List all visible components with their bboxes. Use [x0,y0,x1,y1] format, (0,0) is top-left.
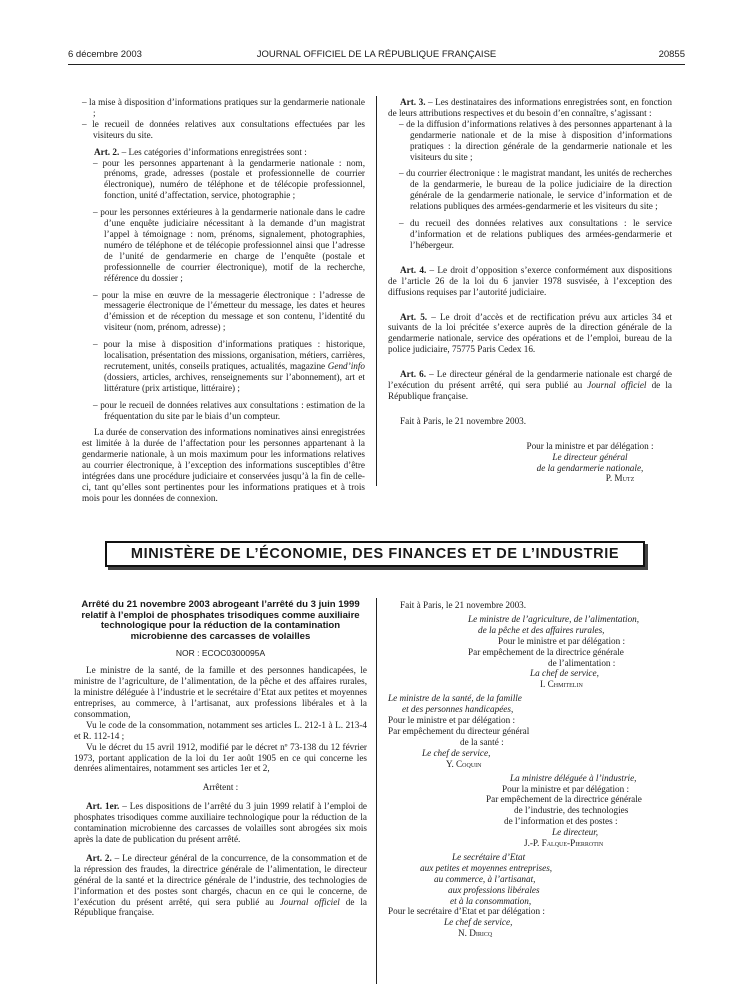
header-journal-title: JOURNAL OFFICIEL DE LA RÉPUBLIQUE FRANÇAISE [256,49,497,60]
list-item: – de la diffusion d’informations relatives à des personnes appartenant à la gendarmerie nationale et de la mise à disposition d’informations pratiques : la direction générale de la gendarmerie nationale et les visiteurs du site ; [399,118,672,162]
signature-line: Par empêchement de la directrice générale [486,794,642,805]
arretent-heading: Arrêtent : [202,782,239,793]
header-date: 6 décembre 2003 [68,49,142,60]
bottom-left-column [74,600,367,924]
signature-block-pme [388,852,678,939]
signature-line: de la santé : [460,736,504,747]
bottom-right-column [388,600,678,939]
article-label: Art. 2. [94,146,120,157]
article-text: – Les destinataires des informations enregistrées sont, en fonction de leurs attributions respectives et du besoin d’en connaître, s’agissant : [388,97,672,118]
list-item: – pour le recueil de données relatives aux consultations : estimation de la fréquentation du site par le biais d’un compteur. [93,399,365,421]
paragraph: La durée de conservation des informations nominatives ainsi enregistrées est limitée à la durée de l’affectation pour les personnes appartenant à la gendarmerie nationale, à un mois maximum pour les informations relatives au courrier électronique, à l’exception des informations susceptibles d’être intégrées dans une procédure judiciaire et conservées jusqu’à la fin de celle-ci, tant qu’elles sont pertinentes pour les informations pratiques et à trois mois pour les données de connexion. [82,427,365,503]
signature-title: Le secrétaire d’Etat [452,851,526,862]
signatory-name: N. Diricq [458,928,493,939]
signature-block-sante [388,693,678,769]
list-item: – pour la mise en œuvre de la messagerie électronique : l’adresse de messagerie électronique de l’émetteur du message, les dates et heures d’émission et de réception du message et son contenu, l’identité du visiteur (nom, prénom, adresse) ; [93,289,365,333]
journal-name: Journal officiel [587,380,647,391]
signature-title: Le ministre de l’agriculture, de l’alimentation, [468,613,640,624]
decree-title: Arrêté du 21 novembre 2003 abrogeant l’arrêté du 3 juin 1999 relatif à l’emploi de phosphates trisodiques comme auxiliaire technologique pour la réduction de la contamination microbienne des carcasses de volailles [81,599,360,642]
signatory-name: P. Mutz [605,473,635,484]
signature-title: Le ministre de la santé, de la famille [388,693,522,704]
signature-title: aux professions libérales [448,884,540,895]
signature-line: Par empêchement du directeur général [388,725,530,736]
article-6 [388,369,672,402]
article-4 [388,265,672,298]
article-text: – Le droit d’accès et de rectification prévu aux articles 34 et suivants de la loi précitée s’exerce auprès de la direction générale de la gendarmerie nationale, service des opérations et de l’emploi, bureau de la police judiciaire, 75775 Paris Cedex 16. [388,311,672,355]
signature-line: Pour le secrétaire d’Etat et par délégation : [388,906,545,917]
signature-date: Fait à Paris, le 21 novembre 2003. [400,600,527,610]
article-2-heading [82,147,365,158]
header-rule [68,64,685,65]
signature-block-industrie [388,773,678,849]
list-item: – pour les personnes appartenant à la gendarmerie nationale : nom, prénoms, grade, adresses (postale et professionnelle de courrier électronique), numéro de téléphone et de télécopie professionnel, fonction, unité d’affectation, service, photographie ; [93,157,365,201]
article-label: Art. 1er. [86,801,120,812]
signature-block-agriculture [388,614,678,690]
signature-title: Le chef de service, [422,747,491,758]
list-item: – le recueil de données relatives aux consultations effectuées par les visiteurs du site. [82,118,365,140]
article-text: – Le droit d’opposition s’exerce conformément aux dispositions de l’article 26 de la loi du 6 janvier 1978 susvisée, à l’exception des diffusions requises par l’autorité judiciaire. [388,264,672,297]
journal-name: Journal officiel [279,896,340,907]
article-5 [388,312,672,356]
page-header [68,49,685,63]
signature-title: et des personnes handicapées, [402,704,514,715]
column-divider-bottom [376,598,377,984]
nor-reference: NOR : ECOC0300095A [175,648,266,659]
article-text: – Les catégories d’informations enregistrées sont : [119,146,307,157]
article-label: Art. 5. [400,311,428,322]
article-text: de la République française. [74,896,367,918]
article-label: Art. 6. [400,369,427,380]
list-item [82,339,365,394]
signature-line: de l’industrie, des technologies [514,805,629,816]
signature-title: La chef de service, [530,668,599,679]
signature-line: Pour la ministre et par délégation : [502,783,630,794]
visa: Vu le décret du 15 avril 1912, modifié par le décret nº 73-138 du 12 février 1973, portant application de la loi du 1er août 1905 en ce qui concerne les denrées alimentaires, notamment ses articles 1er et 2, [74,741,367,774]
article-label: Art. 2. [86,852,112,863]
signature-title: La ministre déléguée à l’industrie, [510,772,637,783]
list-item: – pour les personnes extérieures à la gendarmerie nationale dans le cadre d’une enquête judiciaire nécessitant à la demande d’un magistrat l’appel à témoignage : nom, prénoms, signalement, photographies, numéro de téléphone et de télécopie professionnel ainsi que l’adresse de l’unité de gendarmerie en charge de l’enquête (postale et professionnelle de courrier électronique), motif de la recherche, référence du dossier ; [93,207,365,283]
top-right-column [388,97,672,484]
header-page-number: 20855 [658,49,685,60]
signature-title: et à la consommation, [450,895,532,906]
signature-title: Le chef de service, [444,917,513,928]
article-1 [74,801,367,845]
column-divider-top [376,96,377,486]
signature-line: Pour le ministre et par délégation : [388,715,516,726]
list-item-text: – pour la mise à disposition d’informations pratiques : historique, localisation, présentation des missions, organisation, métiers, carrières, recrutement, unités, conseils pratiques, actualités, magazine [93,339,365,371]
list-item: – du recueil des données relatives aux consultations : le service d’information et de relations publiques des armées-gendarmerie et l’hébergeur. [399,218,672,250]
preamble: Le ministre de la santé, de la famille et des personnes handicapées, le ministre de l’agriculture, de l’alimentation, de la pêche et des affaires rurales, la ministre déléguée à l’industrie et le secrétaire d’Etat aux petites et moyennes entreprises, au commerce, à l’artisanat, aux professions libérales et à la consommation, [74,665,367,719]
article-3 [388,97,672,119]
signature-title: au commerce, à l’artisanat, [434,873,536,884]
article-text: – Le directeur général de la gendarmerie nationale est chargé de l’exécution du présent arrêté, qui sera publié au [388,369,672,391]
signature-line: Par empêchement de la directrice générale [468,646,624,657]
signature-line: de l’information et des postes : [504,816,618,827]
signature-title: Le directeur, [552,827,599,838]
signatory-name: J.-P. Falque-Pierrotin [524,838,604,849]
article-text: – Le directeur général de la concurrence, de la consommation et de la répression des fraudes, la directrice générale de l’alimentation, le directeur général de la santé et la directrice générale de l’industrie, des technologies de l’information et des postes sont chargés, chacun en ce qui le concerne, de l’exécution du présent arrêté, qui sera publié au [74,852,367,907]
signature-date: Fait à Paris, le 21 novembre 2003. [400,415,527,426]
top-left-column [82,97,365,510]
list-item: – la mise à disposition d’informations pratiques sur la gendarmerie nationale ; [82,97,365,118]
article-label: Art. 4. [400,264,427,275]
ministry-banner: MINISTÈRE DE L’ÉCONOMIE, DES FINANCES ET DE L’INDUSTRIE [105,541,645,567]
list-item-text: (dossiers, articles, archives, renseignements sur l’abonnement), art et littérature (prix artistique, littéraire) ; [104,371,365,393]
signature-block [508,441,672,485]
signatory-name: I. Chmitelin [540,679,583,690]
list-item: – du courrier électronique : le magistrat mandant, les unités de recherches de la gendarmerie, le bureau de la police judiciaire de la direction générale de la gendarmerie nationale, le service d’information et de relations publiques des armées-gendarmerie et les visiteurs du site ; [399,168,672,212]
signature-title: aux petites et moyennes entreprises, [420,862,553,873]
signature-title: Le directeur général [552,451,628,462]
signatory-name: Y. Coquin [446,758,482,769]
signature-title: de la pêche et des affaires rurales, [478,624,605,635]
signature-line: de l’alimentation : [548,657,616,668]
article-text: de la République française. [388,380,672,401]
visa: Vu le code de la consommation, notamment ses articles L. 212-1 à L. 213-4 et R. 112-14 ; [74,719,367,741]
signature-line: Pour le ministre et par délégation : [498,635,626,646]
magazine-name: Gend’info [327,360,365,371]
signature-title: de la gendarmerie nationale, [536,462,644,473]
article-label: Art. 3. [400,97,426,107]
article-text: – Les dispositions de l’arrêté du 3 juin 1999 relatif à l’emploi de phosphates trisodiques comme auxiliaire technologique pour la réduction de la contamination microbienne des carcasses de volailles sont abrogées six mois après la date de publication du présent arrêté. [74,801,367,844]
signature-line: Pour la ministre et par délégation : [526,440,654,451]
article-2 [74,853,367,918]
